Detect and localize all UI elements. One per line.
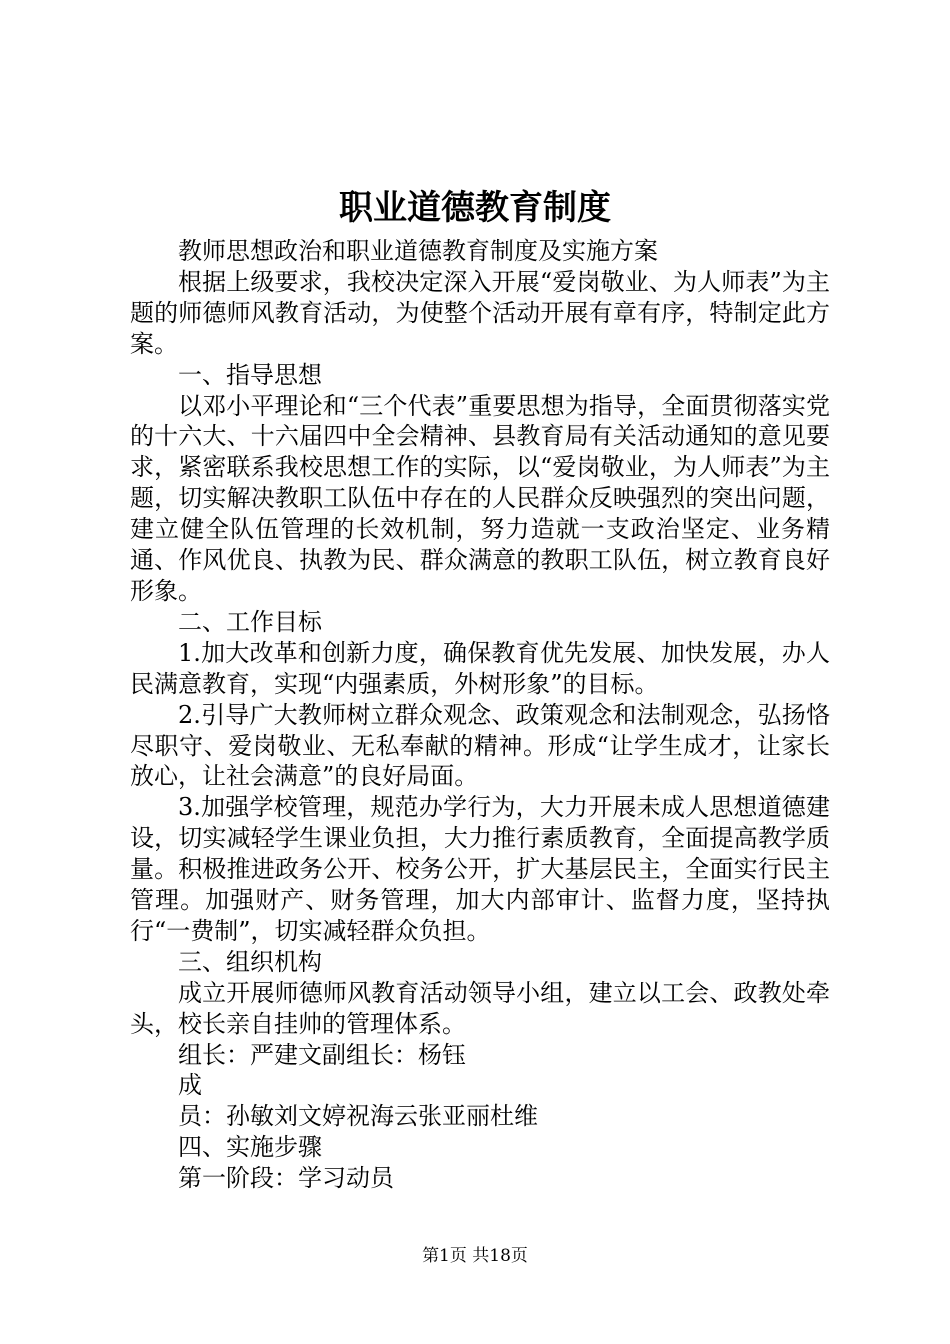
- section-heading-guiding-thought: 一、指导思想: [178, 360, 322, 389]
- organization-paragraph: 成立开展师德师风教育活动领导小组，建立以工会、政教处牵头，校长亲自挂帅的管理体系。: [130, 978, 830, 1038]
- subtitle-paragraph: 教师思想政治和职业道德教育制度及实施方案: [178, 237, 658, 265]
- section-heading-work-goals: 二、工作目标: [178, 607, 322, 636]
- phase-one-line: 第一阶段：学习动员: [178, 1164, 394, 1193]
- intro-paragraph: 根据上级要求，我校决定深入开展“爱岗敬业、为人师表”为主题的师德师风教育活动，为使整个活动开展有章有序，特制定此方案。: [130, 267, 830, 358]
- member-line-part-1: 成: [178, 1071, 202, 1100]
- section-heading-implementation: 四、实施步骤: [178, 1133, 322, 1162]
- guiding-thought-paragraph: 以邓小平理论和“三个代表”重要思想为指导，全面贯彻落实党的十六大、十六届四中全会精神、县教育局有关活动通知的意见要求，紧密联系我校思想工作的实际，以“爱岗敬业，为人师表”为主题，切实解决教职工队伍中存在的人民群众反映强烈的突出问题，建立健全队伍管理的长效机制，努力造就一支政治坚定、业务精通、作风优良、执教为民、群众满意的教职工队伍，树立教育良好形象。: [130, 391, 830, 605]
- section-heading-organization: 三、组织机构: [178, 947, 322, 976]
- goal-item-1: 1.加大改革和创新力度，确保教育优先发展、加快发展，办人民满意教育，实现“内强素质，外树形象”的目标。: [130, 638, 830, 698]
- goal-item-3: 3.加强学校管理，规范办学行为，大力开展未成人思想道德建设，切实减轻学生课业负担，大力推行素质教育，全面提高教学质量。积极推进政务公开、校务公开，扩大基层民主，全面实行民主管理。加强财产、财务管理，加大内部审计、监督力度，坚持执行“一费制”，切实减轻群众负担。: [130, 793, 830, 945]
- page-indicator: 第1页 共18页: [422, 1246, 528, 1266]
- document-title: 职业道德教育制度: [339, 188, 611, 228]
- document-body: [130, 236, 830, 1194]
- leader-line: 组长：严建文副组长：杨钰: [178, 1040, 466, 1069]
- member-line-part-2: 员：孙敏刘文婷祝海云张亚丽杜维: [178, 1102, 538, 1131]
- goal-item-2: 2.引导广大教师树立群众观念、政策观念和法制观念，弘扬恪尽职守、爱岗敬业、无私奉献的精神。形成“让学生成才，让家长放心，让社会满意”的良好局面。: [130, 700, 830, 791]
